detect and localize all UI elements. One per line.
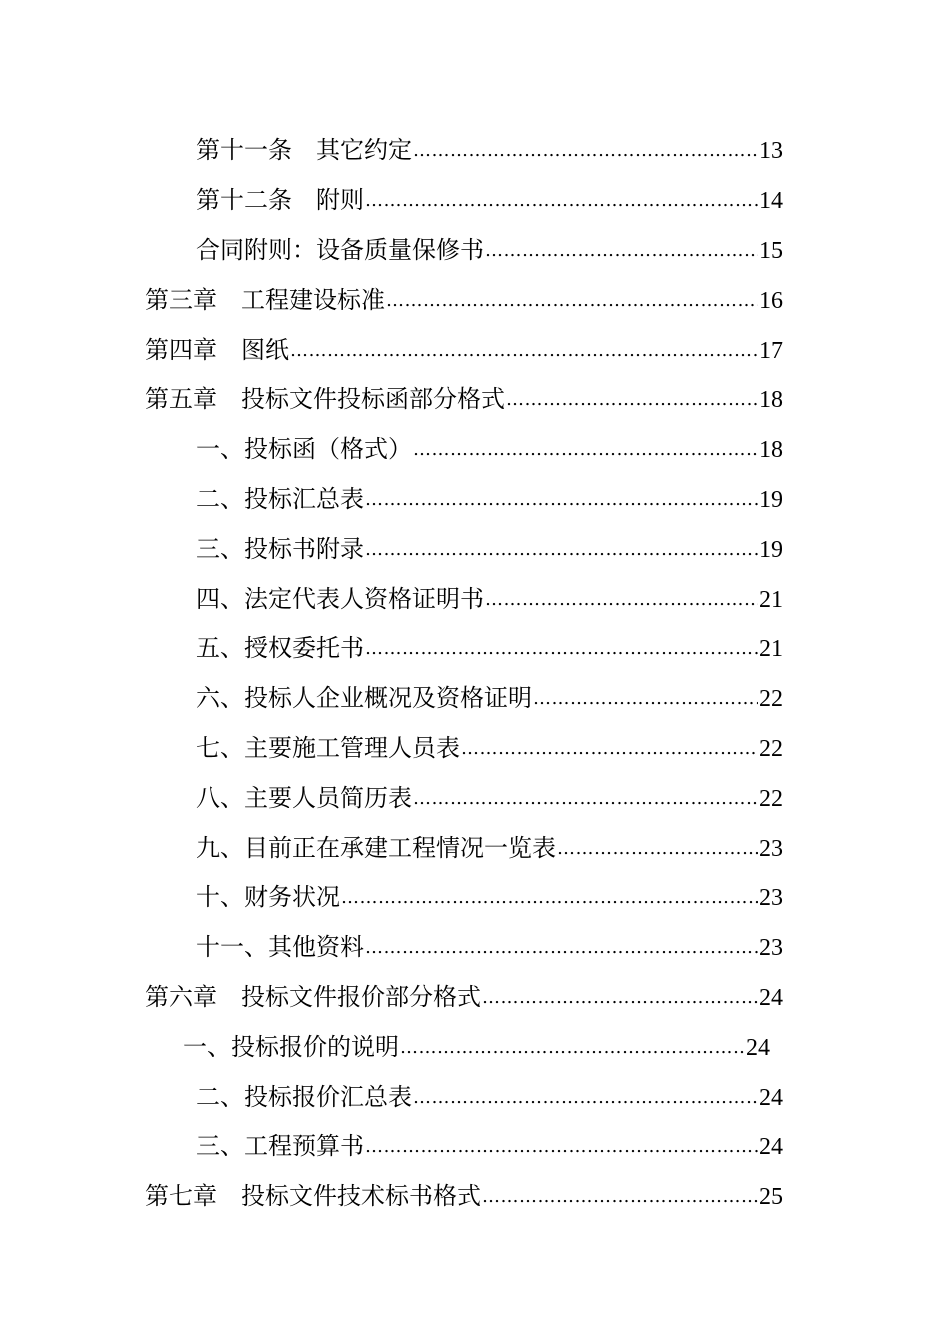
- toc-page-number: 13: [759, 138, 783, 165]
- toc-entry-label: 第四章 图纸: [145, 335, 289, 364]
- toc-page-number: 19: [759, 486, 783, 513]
- toc-page-number: 23: [759, 935, 783, 962]
- toc-dot-leader: [533, 690, 758, 708]
- toc-dot-leader: [341, 889, 758, 907]
- toc-entry[interactable]: [0, 724, 950, 774]
- toc-entry-label: 第六章 投标文件报价部分格式: [145, 982, 481, 1011]
- toc-entry-label: 五、授权委托书: [196, 634, 364, 663]
- toc-entry[interactable]: [0, 923, 950, 973]
- toc-dot-leader: [365, 939, 758, 957]
- toc-entry-label: 二、投标汇总表: [196, 484, 364, 513]
- toc-entry[interactable]: [0, 624, 950, 674]
- toc-page-number: 24: [759, 1134, 783, 1161]
- toc-entry-label: 六、投标人企业概况及资格证明: [196, 684, 532, 713]
- toc-page-number: 16: [759, 287, 783, 314]
- toc-dot-leader: [365, 640, 758, 658]
- toc-entry-label: 一、投标报价的说明: [183, 1032, 399, 1061]
- toc-entry-label: 十、财务状况: [196, 883, 340, 912]
- toc-entry[interactable]: [0, 176, 950, 226]
- toc-dot-leader: [386, 292, 758, 310]
- toc-entry-label: 二、投标报价汇总表: [196, 1082, 412, 1111]
- toc-page-number: 23: [759, 835, 783, 862]
- toc-page-number: 18: [759, 387, 783, 414]
- toc-dot-leader: [413, 441, 758, 459]
- toc-entry[interactable]: [0, 773, 950, 823]
- toc-entry-label: 十一、其他资料: [196, 933, 364, 962]
- toc-page-number: 21: [759, 586, 783, 613]
- toc-entry-label: 三、投标书附录: [196, 534, 364, 563]
- toc-dot-leader: [485, 242, 758, 260]
- toc-dot-leader: [413, 790, 758, 808]
- toc-dot-leader: [482, 989, 758, 1007]
- toc-page-number: 21: [759, 636, 783, 663]
- toc-page-number: 22: [759, 785, 783, 812]
- toc-entry[interactable]: [0, 574, 950, 624]
- table-of-contents: [0, 126, 950, 1222]
- toc-entry[interactable]: [0, 674, 950, 724]
- toc-dot-leader: [413, 142, 758, 160]
- toc-entry-label: 九、目前正在承建工程情况一览表: [196, 833, 556, 862]
- toc-entry[interactable]: [0, 823, 950, 873]
- toc-entry[interactable]: [0, 475, 950, 525]
- toc-entry[interactable]: [0, 226, 950, 276]
- toc-page-number: 25: [759, 1184, 783, 1211]
- toc-entry[interactable]: [0, 1172, 950, 1222]
- toc-page-number: 24: [746, 1034, 770, 1061]
- toc-dot-leader: [485, 591, 758, 609]
- toc-entry[interactable]: [0, 325, 950, 375]
- toc-entry-label: 合同附则：设备质量保修书: [196, 235, 484, 264]
- toc-dot-leader: [365, 541, 758, 559]
- toc-page-number: 22: [759, 735, 783, 762]
- toc-entry-label: 四、法定代表人资格证明书: [196, 584, 484, 613]
- toc-dot-leader: [365, 1138, 758, 1156]
- toc-entry-label: 第七章 投标文件技术标书格式: [145, 1182, 481, 1211]
- toc-page-number: 14: [759, 188, 783, 215]
- toc-entry[interactable]: [0, 375, 950, 425]
- toc-entry-label: 一、投标函（格式）: [196, 435, 412, 464]
- toc-page-number: 24: [759, 1084, 783, 1111]
- toc-page-number: 23: [759, 885, 783, 912]
- toc-dot-leader: [365, 192, 758, 210]
- toc-page-number: 24: [759, 984, 783, 1011]
- toc-dot-leader: [461, 740, 758, 758]
- toc-entry-label: 第十一条 其它约定: [196, 136, 412, 165]
- toc-entry[interactable]: [0, 873, 950, 923]
- toc-entry-label: 第十二条 附则: [196, 186, 364, 215]
- toc-entry-label: 七、主要施工管理人员表: [196, 733, 460, 762]
- toc-page-number: 22: [759, 686, 783, 713]
- toc-entry[interactable]: [0, 1022, 950, 1072]
- toc-page-number: 15: [759, 237, 783, 264]
- toc-dot-leader: [365, 491, 758, 509]
- toc-entry[interactable]: [0, 973, 950, 1023]
- toc-page-number: 19: [759, 536, 783, 563]
- toc-dot-leader: [482, 1188, 758, 1206]
- toc-dot-leader: [400, 1039, 745, 1057]
- toc-dot-leader: [413, 1089, 758, 1107]
- toc-entry[interactable]: [0, 1072, 950, 1122]
- toc-entry-label: 三、工程预算书: [196, 1132, 364, 1161]
- toc-entry-label: 第三章 工程建设标准: [145, 285, 385, 314]
- toc-dot-leader: [557, 840, 758, 858]
- toc-dot-leader: [290, 342, 758, 360]
- toc-entry[interactable]: [0, 425, 950, 475]
- toc-dot-leader: [506, 391, 758, 409]
- toc-page-number: 17: [759, 337, 783, 364]
- toc-entry[interactable]: [0, 275, 950, 325]
- toc-entry-label: 第五章 投标文件投标函部分格式: [145, 385, 505, 414]
- toc-entry[interactable]: [0, 126, 950, 176]
- toc-entry[interactable]: [0, 524, 950, 574]
- toc-page-number: 18: [759, 437, 783, 464]
- toc-entry[interactable]: [0, 1122, 950, 1172]
- toc-entry-label: 八、主要人员简历表: [196, 783, 412, 812]
